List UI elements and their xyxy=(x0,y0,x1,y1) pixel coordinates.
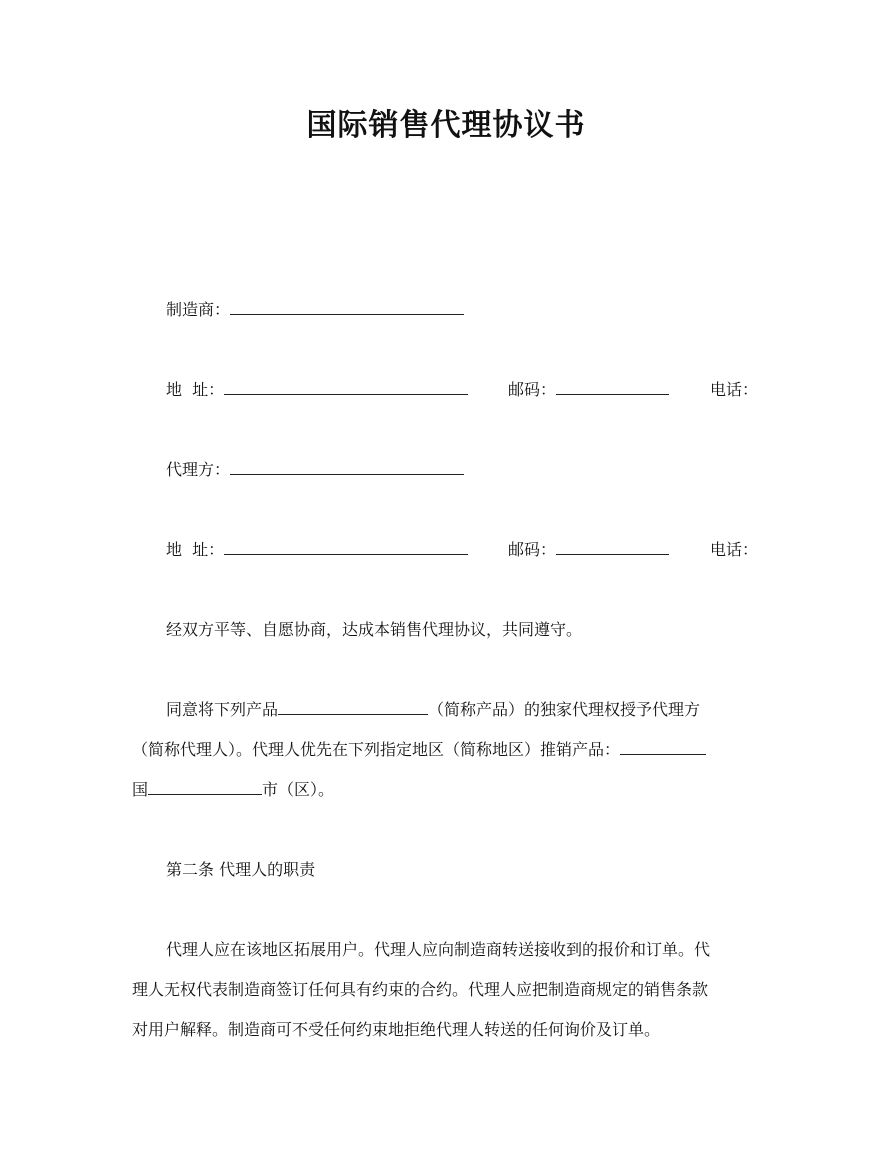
agent-label: 代理方： xyxy=(166,460,231,479)
agent-address-blank[interactable] xyxy=(224,538,468,555)
clause1-text: 同意将下列产品 xyxy=(166,700,279,719)
agent-postcode xyxy=(508,538,669,562)
postcode-label: 邮码： xyxy=(508,380,557,399)
clause2-line1: 代理人应在该地区拓展用户。代理人应向制造商转送接收到的报价和订单。代 xyxy=(166,940,711,959)
address-label: 地 址： xyxy=(166,380,225,399)
manufacturer-address-row xyxy=(166,378,468,402)
clause1-text: 市（区）。 xyxy=(262,780,335,799)
city-blank[interactable] xyxy=(148,778,262,795)
manufacturer-row xyxy=(166,298,464,322)
address-label: 地 址： xyxy=(166,540,225,559)
clause1-text: （简称产品）的独家代理权授予代理方 xyxy=(428,700,701,719)
clause2-heading: 第二条 代理人的职责 xyxy=(166,860,316,879)
manufacturer-postcode xyxy=(508,378,669,402)
manufacturer-phone xyxy=(710,378,758,402)
agent-address-row xyxy=(166,538,468,562)
clause1-text: （简称代理人）。代理人优先在下列指定地区（简称地区）推销产品： xyxy=(132,740,621,759)
agent-postcode-blank[interactable] xyxy=(556,538,669,555)
clause1-text: 国 xyxy=(132,780,149,799)
product-blank[interactable] xyxy=(278,698,428,715)
manufacturer-label: 制造商： xyxy=(166,300,231,319)
clause2-line2: 理人无权代表制造商签订任何具有约束的合约。代理人应把制造商规定的销售条款 xyxy=(132,980,709,999)
manufacturer-blank[interactable] xyxy=(230,298,464,315)
country-blank[interactable] xyxy=(620,738,706,755)
document-title: 国际销售代理协议书 xyxy=(306,108,586,143)
intro-paragraph: 经双方平等、自愿协商，达成本销售代理协议，共同遵守。 xyxy=(166,620,583,639)
phone-label: 电话： xyxy=(710,540,759,559)
manufacturer-postcode-blank[interactable] xyxy=(556,378,669,395)
agent-phone xyxy=(710,538,758,562)
agent-row xyxy=(166,458,464,482)
clause2-line3: 对用户解释。制造商可不受任何约束地拒绝代理人转送的任何询价及订单。 xyxy=(132,1020,661,1039)
agent-blank[interactable] xyxy=(230,458,464,475)
phone-label: 电话： xyxy=(710,380,759,399)
postcode-label: 邮码： xyxy=(508,540,557,559)
clause1-line2 xyxy=(132,738,706,762)
clause1-line1 xyxy=(166,698,700,722)
clause1-line3 xyxy=(132,778,334,802)
manufacturer-address-blank[interactable] xyxy=(224,378,468,395)
